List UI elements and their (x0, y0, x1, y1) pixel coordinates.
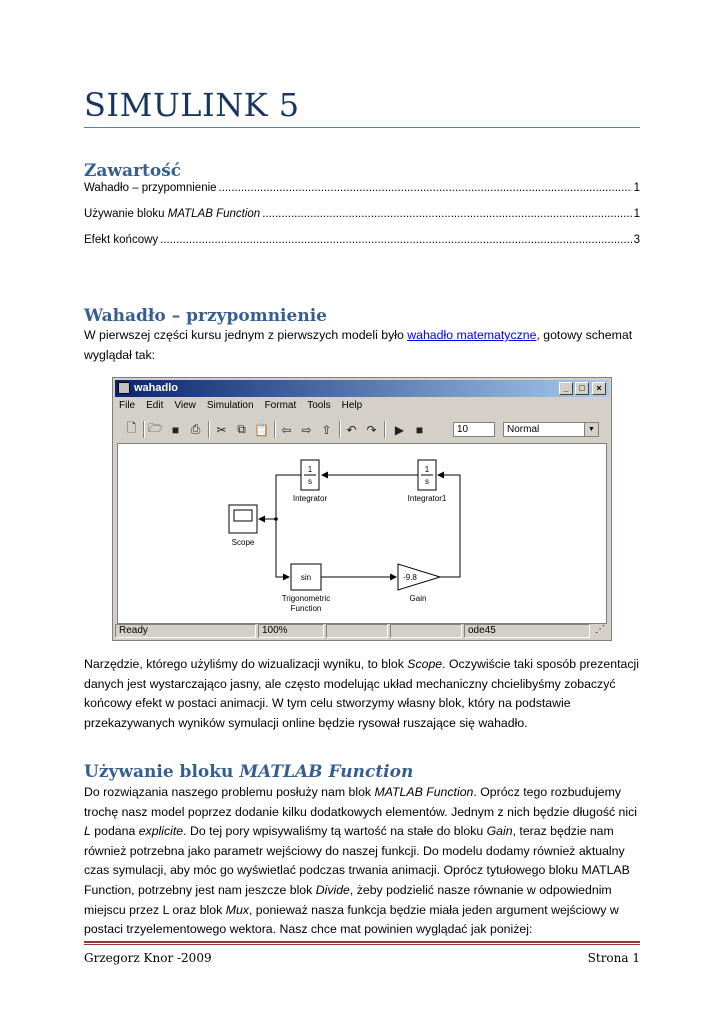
toc-entry-label: Efekt końcowy (84, 234, 159, 246)
toc-leader (219, 182, 632, 194)
toc-entry-label: Wahadło – przypomnienie (84, 182, 217, 194)
maximize-icon[interactable]: □ (575, 382, 589, 395)
toolbar-separator (208, 421, 210, 438)
up-icon[interactable]: ⇧ (321, 422, 332, 437)
footer-author: Grzegorz Knor -2009 (84, 951, 212, 965)
trig-label-line2: Function (290, 604, 322, 613)
status-bar (115, 624, 609, 638)
toc-entry[interactable] (84, 182, 640, 208)
document-title: SIMULINK 5 (84, 86, 300, 124)
back-icon[interactable]: ⇦ (281, 422, 292, 437)
trig-function-text: sin (300, 573, 312, 582)
section-heading-matlab-function: Używanie bloku MATLAB Function (84, 762, 414, 782)
menu-file[interactable]: File (119, 400, 136, 411)
stop-time-input[interactable]: 10 (453, 422, 495, 437)
copy-icon[interactable]: ⧉ (237, 422, 246, 436)
status-empty-2 (390, 624, 462, 638)
model-diagram (118, 444, 606, 623)
signal-gain-to-integrator1 (438, 475, 460, 577)
undo-icon[interactable]: ↶ (346, 422, 357, 437)
toc-entry-page: 1 (633, 208, 640, 220)
gain-value: -9.8 (403, 573, 417, 582)
footer-rule-thin (84, 944, 640, 945)
toc-entry-page: 3 (633, 234, 640, 246)
matlab-function-paragraph: Do rozwiązania naszego problemu posłuży nam blok MATLAB Function. Oprócz tego rozbudujemy trochę nasz model poprzez dodanie kilku dodatkowych elementów. Jednym z nich będzie długość nici L podana explicite. Do tej pory wpisywaliśmy tą wartość na stałe do bloku Gain, teraz będzie nam również potrzebna jako parametr wejściowy do naszej funkcji. Do modelu dodamy również aktualny czas symulacji, aby móc go wyświetlać podczas trwania animacji. Oprócz tytułowego bloku MATLAB Function, potrzebny jest nam jeszcze blok Divide, żeby podzielić nasze równanie w odpowiednim miejscu przez L oraz blok Mux, ponieważ nasza funkcja będzie miała jeden argument wejściowy w postaci trzyelementowego wektora. Nasz chce mat powinien wyglądać jak poniżej: (84, 785, 637, 937)
integrator-label: Integrator (292, 494, 328, 503)
toc-entry[interactable] (84, 208, 640, 234)
section-heading-wahadlo: Wahadło – przypomnienie (84, 306, 327, 326)
table-of-contents (84, 182, 640, 260)
close-icon[interactable]: × (592, 382, 606, 395)
status-solver: ode45 (464, 624, 590, 638)
intro-paragraph: W pierwszej części kursu jednym z pierwszych modeli było wahadło matematyczne, gotowy schemat wyglądał tak: (84, 328, 633, 362)
simulink-app-icon (118, 382, 130, 394)
paste-icon[interactable]: 📋 (254, 422, 269, 437)
simulink-window (112, 377, 612, 641)
toolbar (117, 418, 607, 440)
footer-rule (84, 941, 640, 943)
stop-icon[interactable]: ■ (415, 422, 424, 437)
wahadlo-link[interactable]: wahadło matematyczne (407, 328, 537, 342)
play-icon[interactable]: ▶ (394, 422, 405, 437)
title-rule (84, 127, 640, 128)
toolbar-separator (384, 421, 386, 438)
menu-view[interactable]: View (174, 400, 196, 411)
branch-point (274, 517, 278, 521)
integrator1-label: Integrator1 (407, 494, 447, 503)
gain-label: Gain (409, 594, 427, 603)
menu-help[interactable]: Help (341, 400, 363, 411)
toc-leader (262, 208, 631, 220)
trig-label-line1: Trigonometric (281, 594, 331, 603)
menu-tools[interactable]: Tools (307, 400, 331, 411)
menu-edit[interactable]: Edit (146, 400, 164, 411)
simulation-mode-select[interactable] (503, 422, 599, 437)
new-icon[interactable]: 🗋 (126, 421, 137, 435)
cut-icon[interactable]: ✂ (216, 422, 227, 437)
toolbar-separator (274, 421, 276, 438)
toc-heading: Zawartość (84, 161, 182, 181)
status-state: Ready (115, 624, 256, 638)
toc-entry-label: Używanie bloku MATLAB Function (84, 208, 261, 220)
redo-icon[interactable]: ↷ (366, 422, 377, 437)
status-zoom: 100% (258, 624, 324, 638)
chevron-down-icon[interactable]: ▼ (584, 423, 598, 436)
integrator-denominator: s (308, 477, 312, 486)
save-icon[interactable]: ■ (171, 422, 180, 437)
integrator-numerator: 1 (307, 465, 313, 474)
integrator1-numerator: 1 (424, 465, 430, 474)
print-icon[interactable]: ⎙ (190, 422, 201, 436)
toc-entry[interactable] (84, 234, 640, 260)
toolbar-separator (339, 421, 341, 438)
scope-paragraph: Narzędzie, którego użyliśmy do wizualizacji wyniku, to blok Scope. Oczywiście taki sposób prezentacji danych jest wystarczająco jasny, ale często modelując układ mechaniczny chcielibyśmy zobaczyć końcowy efekt w postaci animacji. W tym celu stworzymy własny blok, który na podstawie przekazywanych wyników symulacji online będzie rysował ruszające się wahadło. (84, 657, 639, 730)
signal-integrator-to-trig (276, 475, 301, 577)
menu-format[interactable]: Format (264, 400, 297, 411)
minimize-icon[interactable]: _ (559, 382, 573, 395)
model-canvas[interactable] (117, 443, 607, 624)
scope-label: Scope (231, 538, 255, 547)
toc-entry-page: 1 (633, 182, 640, 194)
open-icon[interactable]: 🗁 (148, 421, 163, 435)
resize-grip-icon[interactable]: ⋰ (595, 624, 605, 635)
window-title: wahadlo (134, 382, 179, 394)
status-empty-1 (326, 624, 388, 638)
footer-page-number: Strona 1 (587, 951, 640, 965)
toc-leader (160, 234, 631, 246)
menu-bar (119, 400, 362, 416)
scope-screen (234, 510, 252, 521)
simulation-mode-value: Normal (507, 424, 540, 435)
toolbar-separator (143, 421, 145, 438)
window-titlebar (115, 380, 609, 397)
integrator1-denominator: s (425, 477, 429, 486)
menu-simulation[interactable]: Simulation (206, 400, 254, 411)
forward-icon[interactable]: ⇨ (301, 422, 312, 437)
